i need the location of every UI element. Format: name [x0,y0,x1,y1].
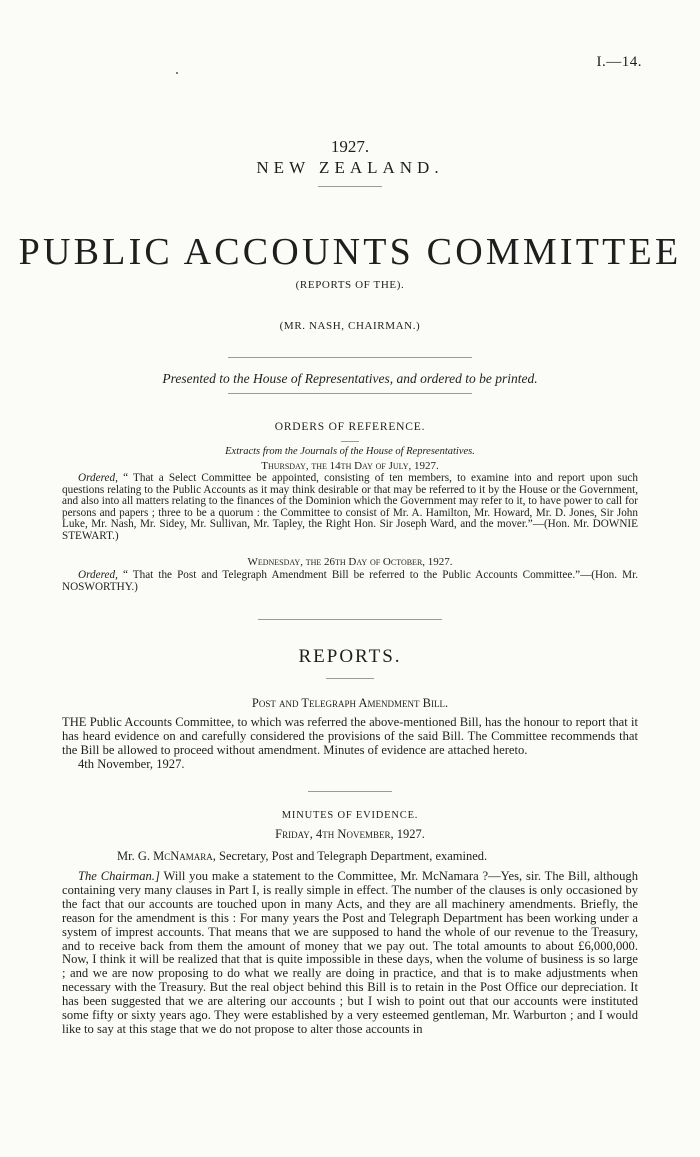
orders-heading: ORDERS OF REFERENCE. [274,421,426,433]
order-october-paragraph [62,570,638,593]
page-reference: I.—14. [596,54,642,70]
ordered-label: Ordered, [78,569,118,581]
presented-rule-top [228,357,472,358]
report-end-rule [308,791,392,792]
evidence-text: Will you make a statement to the Committee, Mr. McNamara ?—Yes, sir. The Bill, although containing very many clauses in Part I, is really simple in effect. The number of the clauses is only occasioned by the fact that our accounts are touched upon in many Acts, and they are all machinery amendments. Briefly, the reason for the amendment is this : For many years the Post and Telegraph Department has been working under a system of imprest accounts. That means that we are supposed to hand the whole of our revenue to the Treasury, and to receive back from them the amount of money that we pay out. The total amounts to about £6,000,000. Now, I think it will be realized that that is quite impossible in these days, when the volume of business is so large ; and we are now proposing to do what we really are doing in practice, and that is to make adjustments when necessary with the Treasury. But the real object behind this Bill is to retain in the Post Office our depreciation. It has been suggested that we are altering our accounts ; but I wish to point out that our accounts were instituted some fifty or sixty years ago. They were established by a very esteemed gentleman, Mr. Warburton ; and I would like to say at this stage that we do not propose to alter those accounts in [62,870,638,1036]
minutes-date: Friday, 4th November, 1927. [275,827,425,841]
main-title: PUBLIC ACCOUNTS COMMITTEE [18,231,682,273]
report-paragraph [62,716,638,772]
chairman-line: (MR. NASH, CHAIRMAN.) [279,320,421,332]
year: 1927. [330,137,370,156]
order-october-text: “ That the Post and Telegraph Amendment Bill be referred to the Public Accounts Committee.”—(Hon. Mr. NOSWORTHY.) [62,569,638,593]
order-july-paragraph [62,473,638,543]
report-text: THE Public Accounts Committee, to which was referred the above-mentioned Bill, has the honour to report that it has heard evidence on and carefully considered the provisions of the said Bill. The Committee recommends that the Bill be allowed to proceed without amendment. Minutes of evidence are attached hereto. [62,715,638,757]
report-date: 4th November, 1927. [78,756,185,771]
subtitle: (REPORTS OF THE). [295,279,405,291]
reports-rule [326,678,374,679]
orders-end-rule [258,619,442,620]
specks [176,72,178,74]
presented-rule-bottom [228,393,472,394]
bill-title: Post and Telegraph Amendment Bill. [251,696,449,710]
reports-heading: REPORTS. [298,646,402,667]
minutes-heading: MINUTES OF EVIDENCE. [281,810,419,821]
order-july-text: “ That a Select Committee be appointed, consisting of ten members, to examine into and report upon such questions relating to the Public Accounts as it may think desirable or that may be referred to it by the House or the Government, and also into all matters relating to the finances of the Dominion which the Government may refer to it, to have power to call for persons and papers ; three to be a quorum : the Committee to consist of Mr. A. Hamilton, Mr. Howard, Mr. D. Jones, Sir John Luke, Mr. Nash, Mr. Sidey, Mr. Sullivan, Mr. Tapley, the Right Hon. Sir Joseph Ward, and the mover.”—(Hon. Mr. DOWNIE STEWART.) [62,472,638,542]
presented-line: Presented to the House of Representatives, and ordered to be printed. [162,371,538,386]
ordered-label: Ordered, [78,472,118,484]
order-date-october: Wednesday, the 26th Day of October, 1927. [247,556,453,568]
order-date-july: Thursday, the 14th Day of July, 1927. [261,460,439,472]
journal-extracts: Extracts from the Journals of the House of Representatives. [225,446,475,457]
evidence-paragraph [62,870,638,1142]
country-heading: NEW ZEALAND. [256,158,444,177]
title-rule [318,186,382,187]
witness-line: Mr. G. McNamara, Secretary, Post and Telegraph Department, examined. [117,849,488,863]
speaker-label: The Chairman.] [78,870,160,883]
orders-rule [341,441,359,442]
